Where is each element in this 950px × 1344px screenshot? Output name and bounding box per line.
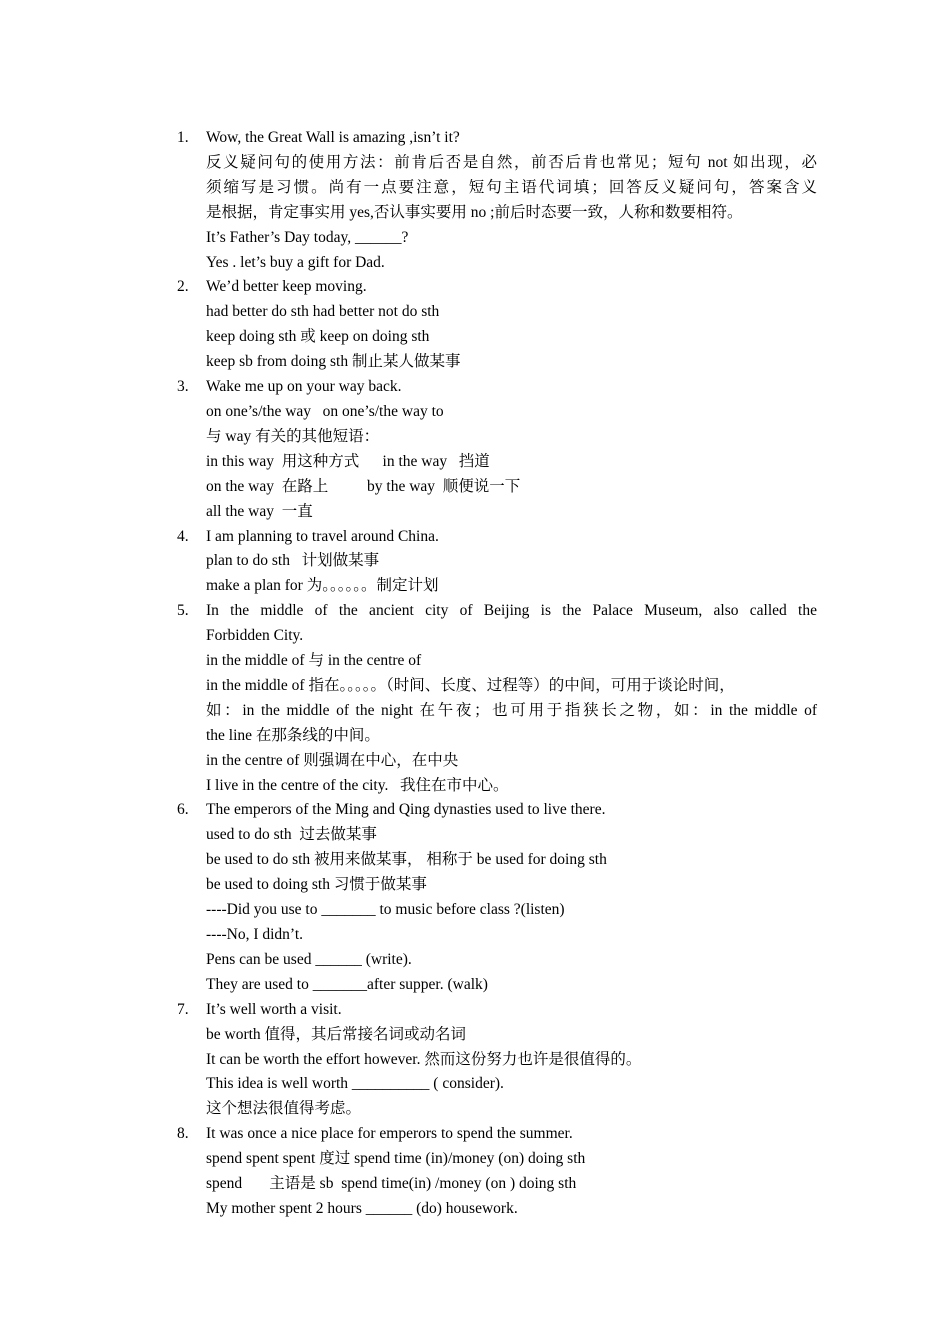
item-line: ----No, I didn’t. [206,926,303,943]
list-item-6 [177,798,817,997]
item-line: 须缩写是习惯。尚有一点要注意，短句主语代词填；回答反义疑问句，答案含义 [206,178,817,196]
item-line: plan to do sth 计划做某事 [206,552,380,570]
item-body [206,525,817,600]
list-item-1 [177,126,817,275]
item-line: 反义疑问句的使用方法：前肯后否是自然，前否后肯也常见；短句 not 如出现，必 [206,153,817,171]
item-line: make a plan for 为。。。。。。制定计划 [206,577,439,595]
item-line: The emperors of the Ming and Qing dynasties used to live there. [206,801,606,819]
item-line: in the middle of 与 in the centre of [206,652,422,670]
item-number: 1. [177,129,189,146]
item-line: be worth 值得，其后常接名词或动名词 [206,1025,467,1043]
item-line: I am planning to travel around China. [206,527,439,545]
item-line: 是根据，肯定事实用 yes,否认事实要用 no ;前后时态要一致，人称和数要相符。 [206,203,743,221]
list-item-2 [177,275,817,375]
list-item-8 [177,1122,817,1222]
item-body [206,599,817,798]
item-line: be used to do sth 被用来做某事， 相称于 be used for doing sth [206,851,607,869]
item-line: the line 在那条线的中间。 [206,726,380,744]
item-line: 与 way 有关的其他短语： [206,427,380,445]
item-number: 7. [177,1000,189,1018]
item-line: This idea is well worth __________ ( consider). [206,1075,504,1093]
item-line: Yes . let’s buy a gift for Dad. [206,253,385,271]
item-body [206,126,817,275]
item-line: It’s Father’s Day today, ______? [206,228,409,246]
item-line: It’s well worth a visit. [206,1000,342,1018]
item-line: They are used to _______after supper. (walk) [206,975,488,993]
item-line: In the middle of the ancient city of Beijing is the Palace Museum, also called the [206,602,817,620]
item-line: spend 主语是 sb spend time(in) /money (on ) doing sth [206,1175,577,1193]
item-line: Wake me up on your way back. [206,378,402,396]
list-item-3 [177,375,817,524]
item-line: be used to doing sth 习惯于做某事 [206,876,427,894]
item-line: Wow, the Great Wall is amazing ,isn’t it? [206,129,460,146]
item-line: Forbidden City. [206,627,304,645]
item-line: spend spent spent 度过 spend time (in)/money (on) doing sth [206,1150,586,1168]
item-body [206,275,817,375]
item-number: 8. [177,1125,189,1143]
item-number: 4. [177,527,189,545]
item-line: in the middle of 指在。。。。。（时间、长度、过程等）的中间，可用于谈论时间， [206,676,735,694]
item-line: keep doing sth 或 keep on doing sth [206,328,430,346]
list-item-4 [177,525,817,600]
list-item-5 [177,599,817,798]
item-line: all the way 一直 [206,502,313,520]
item-line: on one’s/the way on one’s/the way to [206,402,444,420]
item-number: 3. [177,378,189,396]
item-number: 2. [177,278,189,296]
item-line: Pens can be used ______ (write). [206,950,412,968]
item-line: I live in the centre of the city. 我住在市中心。 [206,776,509,794]
item-line: It can be worth the effort however. 然而这份努力也许是很值得的。 [206,1050,642,1068]
numbered-list [177,126,817,1222]
item-line: 这个想法很值得考虑。 [206,1100,362,1118]
item-line: on the way 在路上 by the way 顺便说一下 [206,477,521,495]
item-line: ----Did you use to _______ to music before class ?(listen) [206,901,565,919]
list-item-7 [177,998,817,1123]
item-line: keep sb from doing sth 制止某人做某事 [206,353,461,371]
item-line: in this way 用这种方式 in the way 挡道 [206,452,490,470]
item-line: in the centre of 则强调在中心，在中央 [206,751,459,769]
item-body [206,1122,817,1222]
item-body [206,798,817,997]
item-line: We’d better keep moving. [206,278,367,296]
item-line: had better do sth had better not do sth [206,303,440,321]
item-line: My mother spent 2 hours ______ (do) housework. [206,1199,518,1217]
item-line: used to do sth 过去做某事 [206,826,377,844]
item-line: It was once a nice place for emperors to spend the summer. [206,1125,573,1143]
item-line: 如：in the middle of the night 在午夜；也可用于指狭长之物，如：in the middle of [206,701,817,719]
item-number: 5. [177,602,189,620]
item-body [206,375,817,524]
item-body [206,998,817,1123]
item-number: 6. [177,801,189,819]
